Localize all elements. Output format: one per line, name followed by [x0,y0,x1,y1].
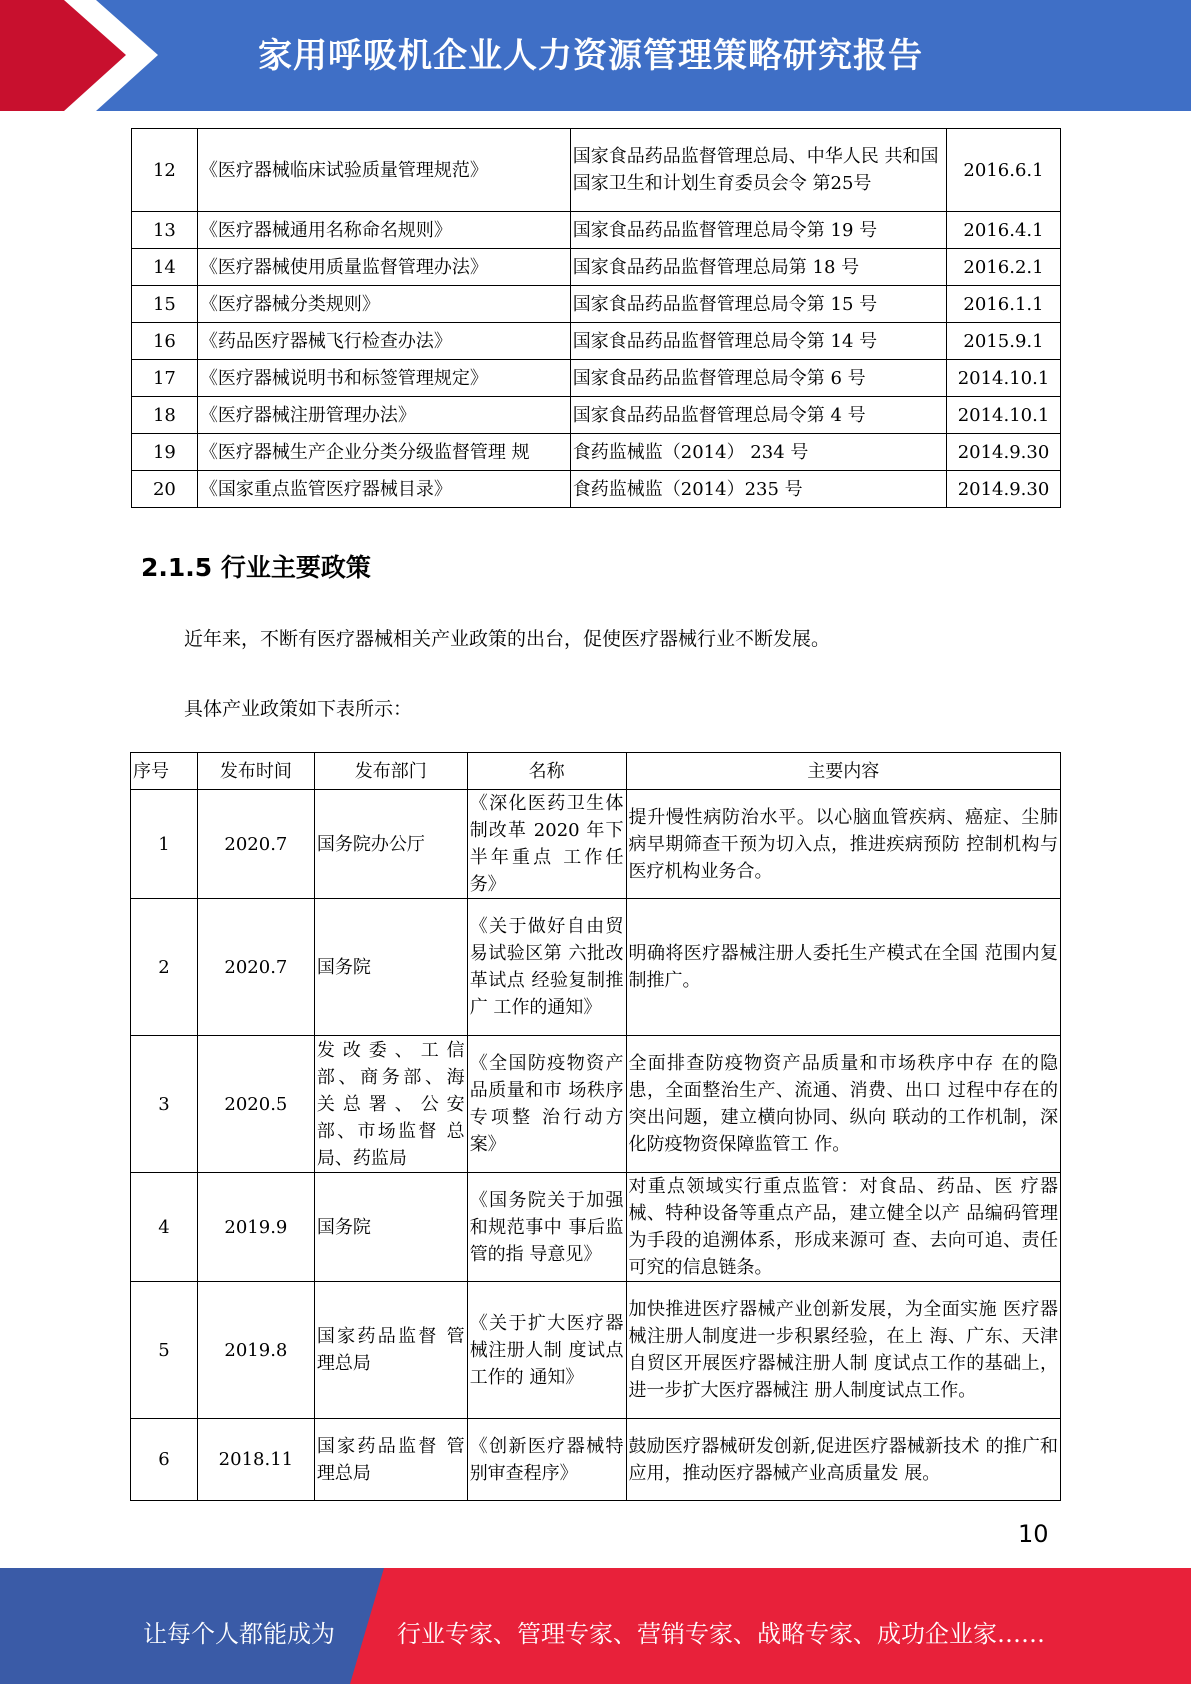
regulation-no: 18 [132,397,198,434]
policy-time: 2019.9 [197,1173,314,1282]
regulation-no: 16 [132,323,198,360]
regulation-name: 《医疗器械注册管理办法》 [197,397,570,434]
policy-no: 4 [131,1173,198,1282]
policy-name: 《全国防疫物资产品质量和市 场秩序专项整 治行动方案》 [467,1036,626,1173]
intro-paragraph: 近年来，不断有医疗器械相关产业政策的出台，促使医疗器械行业不断发展。 [184,628,831,650]
policy-dept: 发改委、工信 部、商务部、海 关总署、公安 部、市场监督 总局、药监局 [314,1036,467,1173]
header-time: 发布时间 [197,753,314,790]
policy-name: 《创新医疗器械特别审查程序》 [467,1419,626,1501]
regulation-date: 2016.6.1 [947,129,1061,212]
policy-dept: 国家药品监督 管理总局 [314,1282,467,1419]
regulation-name: 《医疗器械分类规则》 [197,286,570,323]
regulation-row [132,471,1061,508]
header-content: 主要内容 [626,753,1060,790]
regulation-row [132,323,1061,360]
regulation-date: 2014.10.1 [947,360,1061,397]
regulation-no: 19 [132,434,198,471]
regulation-issuer: 国家食品药品监督管理总局令第 14 号 [570,323,946,360]
policy-row [131,790,1061,899]
regulation-name: 《医疗器械使用质量监督管理办法》 [197,249,570,286]
policy-name: 《深化医药卫生体制改革 2020 年下半年重点 工作任务》 [467,790,626,899]
regulation-no: 12 [132,129,198,212]
policy-dept: 国务院 [314,899,467,1036]
policy-no: 2 [131,899,198,1036]
policy-no: 3 [131,1036,198,1173]
header-no: 序号 [131,753,198,790]
policy-row [131,1419,1061,1501]
regulation-row [132,249,1061,286]
header-dept: 发布部门 [314,753,467,790]
regulation-issuer: 国家食品药品监督管理总局令第 4 号 [570,397,946,434]
policy-content: 鼓励医疗器械研发创新,促进医疗器械新技术 的推广和应用，推动医疗器械产业高质量发 展。 [626,1419,1060,1501]
footer-slogan-right: 行业专家、管理专家、营销专家、战略专家、成功企业家…… [397,1620,1045,1648]
policy-content: 提升慢性病防治水平。以心脑血管疾病、癌症、尘肺病早期筛查干预为切入点，推进疾病预防 控制机构与医疗机构业务合。 [626,790,1060,899]
regulation-date: 2014.9.30 [947,471,1061,508]
policy-dept: 国务院 [314,1173,467,1282]
regulation-name: 《医疗器械临床试验质量管理规范》 [197,129,570,212]
regulation-issuer: 国家食品药品监督管理总局令第 15 号 [570,286,946,323]
regulation-issuer: 食药监械监（2014） 234 号 [570,434,946,471]
regulation-no: 15 [132,286,198,323]
policy-content: 对重点领域实行重点监管：对食品、药品、医 疗器械、特种设备等重点产品，建立健全以产 品编码管理为手段的追溯体系，形成来源可 查、去向可追、责任可究的信息链条。 [626,1173,1060,1282]
regulation-issuer: 国家食品药品监督管理总局令第 19 号 [570,212,946,249]
regulation-no: 13 [132,212,198,249]
policy-time: 2020.7 [197,899,314,1036]
report-title: 家用呼吸机企业人力资源管理策略研究报告 [258,36,923,76]
policies-header-row [131,753,1061,790]
policy-dept: 国务院办公厅 [314,790,467,899]
regulation-date: 2014.9.30 [947,434,1061,471]
policy-content: 明确将医疗器械注册人委托生产模式在全国 范围内复制推广。 [626,899,1060,1036]
regulation-name: 《医疗器械生产企业分类分级监督管理 规 [197,434,570,471]
policy-no: 6 [131,1419,198,1501]
page-number: 10 [1018,1520,1049,1548]
policy-row [131,1282,1061,1419]
policy-time: 2019.8 [197,1282,314,1419]
section-title: 2.1.5 行业主要政策 [141,553,371,582]
regulation-issuer: 国家食品药品监督管理总局、中华人民 共和国国家卫生和计划生育委员会令 第25号 [570,129,946,212]
table-caption: 具体产业政策如下表所示： [184,698,413,720]
policy-row [131,1173,1061,1282]
policy-name: 《国务院关于加强和规范事中 事后监管的指 导意见》 [467,1173,626,1282]
regulation-name: 《医疗器械通用名称命名规则》 [197,212,570,249]
regulation-name: 《国家重点监管医疗器械目录》 [197,471,570,508]
regulation-row [132,397,1061,434]
regulation-name: 《医疗器械说明书和标签管理规定》 [197,360,570,397]
regulation-no: 17 [132,360,198,397]
regulation-date: 2016.2.1 [947,249,1061,286]
policy-content: 全面排查防疫物资产品质量和市场秩序中存 在的隐患，全面整治生产、流通、消费、出口 过程中存在的突出问题，建立横向协同、纵向 联动的工作机制，深化防疫物资保障监管工 作。 [626,1036,1060,1173]
regulation-date: 2014.10.1 [947,397,1061,434]
regulation-row [132,434,1061,471]
policy-no: 5 [131,1282,198,1419]
header-name: 名称 [467,753,626,790]
footer-slogan-left: 让每个人都能成为 [143,1620,335,1648]
regulation-row [132,360,1061,397]
policy-name: 《关于扩大医疗器械注册人制 度试点工作的 通知》 [467,1282,626,1419]
policy-content: 加快推进医疗器械产业创新发展，为全面实施 医疗器械注册人制度进一步积累经验，在上 海、广东、天津自贸区开展医疗器械注册人制 度试点工作的基础上，进一步扩大医疗器械注 册人制度试点工作。 [626,1282,1060,1419]
regulation-issuer: 食药监械监（2014）235 号 [570,471,946,508]
policy-dept: 国家药品监督 管理总局 [314,1419,467,1501]
policy-time: 2020.7 [197,790,314,899]
regulation-issuer: 国家食品药品监督管理总局第 18 号 [570,249,946,286]
policy-row [131,1036,1061,1173]
policy-no: 1 [131,790,198,899]
policy-row [131,899,1061,1036]
regulations-table [131,128,1061,508]
regulation-no: 14 [132,249,198,286]
policy-time: 2020.5 [197,1036,314,1173]
policy-time: 2018.11 [197,1419,314,1501]
regulation-no: 20 [132,471,198,508]
regulation-date: 2016.4.1 [947,212,1061,249]
regulation-date: 2015.9.1 [947,323,1061,360]
regulation-issuer: 国家食品药品监督管理总局令第 6 号 [570,360,946,397]
regulation-row [132,212,1061,249]
policy-name: 《关于做好自由贸易试验区第 六批改革试点 经验复制推广 工作的通知》 [467,899,626,1036]
regulation-row [132,286,1061,323]
regulation-date: 2016.1.1 [947,286,1061,323]
regulation-row [132,129,1061,212]
policies-table [130,752,1061,1501]
regulation-name: 《药品医疗器械飞行检查办法》 [197,323,570,360]
